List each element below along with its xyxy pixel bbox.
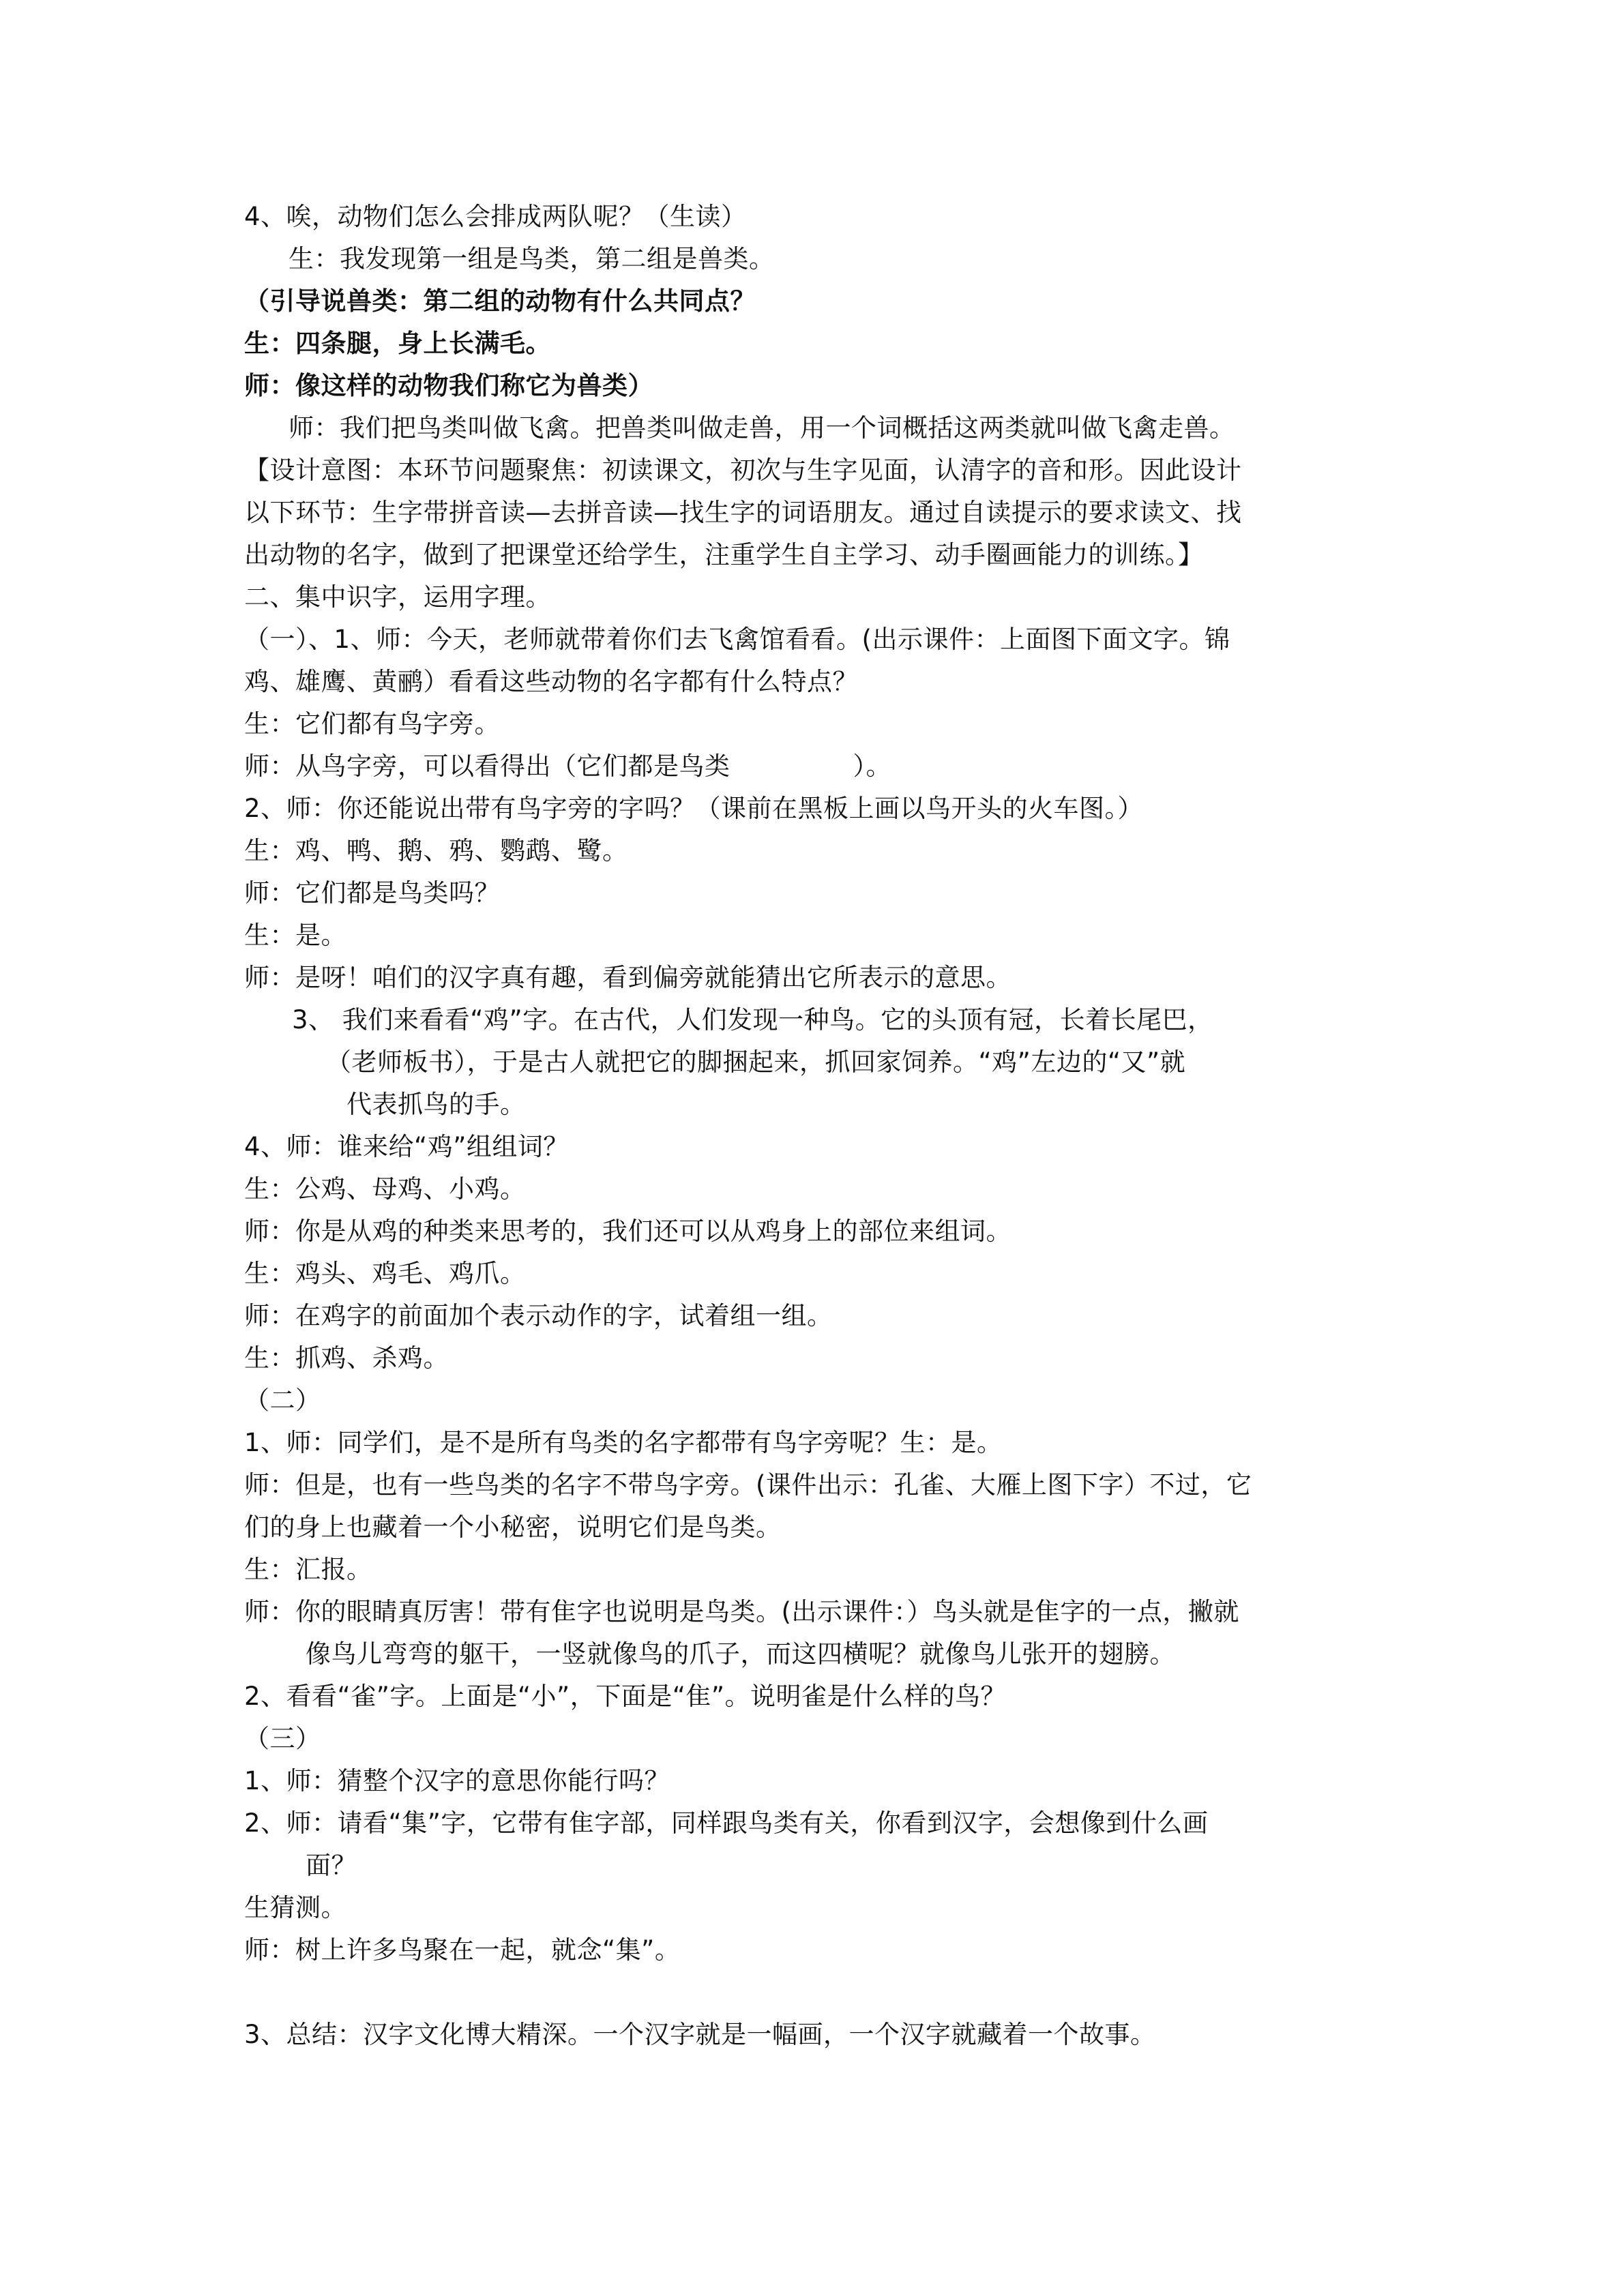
text-line: 师：树上许多鸟聚在一起，就念“集”。 xyxy=(244,1935,681,1965)
text-line: 师：是呀！咱们的汉字真有趣，看到偏旁就能猜出它所表示的意思。 xyxy=(244,963,1012,992)
fill-in-suffix: ）。 xyxy=(853,751,891,781)
text-line: （一）、1、师：今天，老师就带着你们去飞禽馆看看。(出示课件：上面图下面文字。锦 xyxy=(244,625,1230,654)
fill-in-prefix: 师：从鸟字旁，可以看得出（ xyxy=(244,751,577,781)
text-line: 生：抓鸡、杀鸡。 xyxy=(244,1343,449,1373)
text-line: 以下环节：生字带拼音读—去拼音读—找生字的词语朋友。通过自读提示的要求读文、找 xyxy=(244,498,1242,527)
text-line: 3、总结：汉字文化博大精深。一个汉字就是一幅画，一个汉字就藏着一个故事。 xyxy=(244,2020,1156,2049)
section-heading: 二、集中识字，运用字理。 xyxy=(244,582,551,612)
text-line: 生：汇报。 xyxy=(244,1555,372,1584)
text-line: 【设计意图：本环节问题聚焦：初读课文，初次与生字见面，认清字的音和形。因此设计 xyxy=(244,456,1242,485)
text-line: 生：它们都有鸟字旁。 xyxy=(244,709,500,739)
text-line: 3、 我们来看看“鸡”字。在古代，人们发现一种鸟。它的头顶有冠，长着长尾巴， xyxy=(292,1005,1213,1034)
text-line: 生：是。 xyxy=(244,921,346,950)
text-line: 生：我发现第一组是鸟类，第二组是兽类。 xyxy=(289,244,775,273)
text-line: 像鸟儿弯弯的躯干，一竖就像鸟的爪子，而这四横呢？就像鸟儿张开的翅膀。 xyxy=(306,1639,1175,1669)
fill-in-answer: 它们都是鸟类 xyxy=(576,751,730,781)
text-line-bold: （引导说兽类：第二组的动物有什么共同点？ xyxy=(244,286,756,316)
text-line: 出动物的名字，做到了把课堂还给学生，注重学生自主学习、动手圈画能力的训练。】 xyxy=(244,540,1204,569)
text-line: 1、师：同学们，是不是所有鸟类的名字都带有鸟字旁呢？生：是。 xyxy=(244,1428,1003,1457)
text-line: 2、看看“雀”字。上面是“小”，下面是“隹”。说明雀是什么样的鸟？ xyxy=(244,1682,1007,1711)
text-line: 师：你的眼睛真厉害！带有隹字也说明是鸟类。(出示课件：）鸟头就是隹字的一点，撇就 xyxy=(244,1597,1239,1626)
text-line: 生：公鸡、母鸡、小鸡。 xyxy=(244,1174,526,1204)
text-line-bold: 生：四条腿，身上长满毛。 xyxy=(244,329,551,358)
text-line: 师：但是，也有一些鸟类的名字不带鸟字旁。(课件出示：孔雀、大雁上图下字）不过，它 xyxy=(244,1470,1252,1500)
text-line: 师：你是从鸡的种类来思考的，我们还可以从鸡身上的部位来组词。 xyxy=(244,1217,1012,1246)
text-line: 代表抓鸟的手。 xyxy=(346,1090,526,1119)
text-line-bold: 师：像这样的动物我们称它为兽类） xyxy=(244,371,653,400)
subsection-marker: （二） xyxy=(244,1386,321,1415)
text-line: 生：鸡头、鸡毛、鸡爪。 xyxy=(244,1259,526,1288)
text-line: 面？ xyxy=(306,1851,357,1880)
text-line: 4、唉，动物们怎么会排成两队呢？（生读） xyxy=(244,202,747,231)
text-line: 1、师：猜整个汉字的意思你能行吗？ xyxy=(244,1766,670,1795)
text-line: 生：鸡、鸭、鹅、鸦、鹦鹉、鹭。 xyxy=(244,836,628,865)
text-line: 鸡、雄鹰、黄鹂）看看这些动物的名字都有什么特点？ xyxy=(244,667,858,696)
text-line: 师：在鸡字的前面加个表示动作的字，试着组一组。 xyxy=(244,1301,833,1330)
text-line: 们的身上也藏着一个小秘密，说明它们是鸟类。 xyxy=(244,1512,782,1542)
fill-in-line xyxy=(244,745,891,788)
subsection-marker: （三） xyxy=(244,1724,321,1753)
text-line: 2、师：你还能说出带有鸟字旁的字吗？（课前在黑板上画以鸟开头的火车图。） xyxy=(244,794,1144,823)
text-line: 师：我们把鸟类叫做飞禽。把兽类叫做走兽，用一个词概括这两类就叫做飞禽走兽。 xyxy=(289,413,1235,443)
text-line: 2、师：请看“集”字，它带有隹字部，同样跟鸟类有关，你看到汉字，会想像到什么画 xyxy=(244,1808,1209,1838)
text-line: 生猜测。 xyxy=(244,1893,346,1922)
text-line: 师：它们都是鸟类吗？ xyxy=(244,878,500,908)
text-line: 4、师：谁来给“鸡”组组词？ xyxy=(244,1132,569,1161)
text-line: （老师板书），于是古人就把它的脚捆起来，抓回家饲养。“鸡”左边的“又”就 xyxy=(326,1047,1186,1077)
